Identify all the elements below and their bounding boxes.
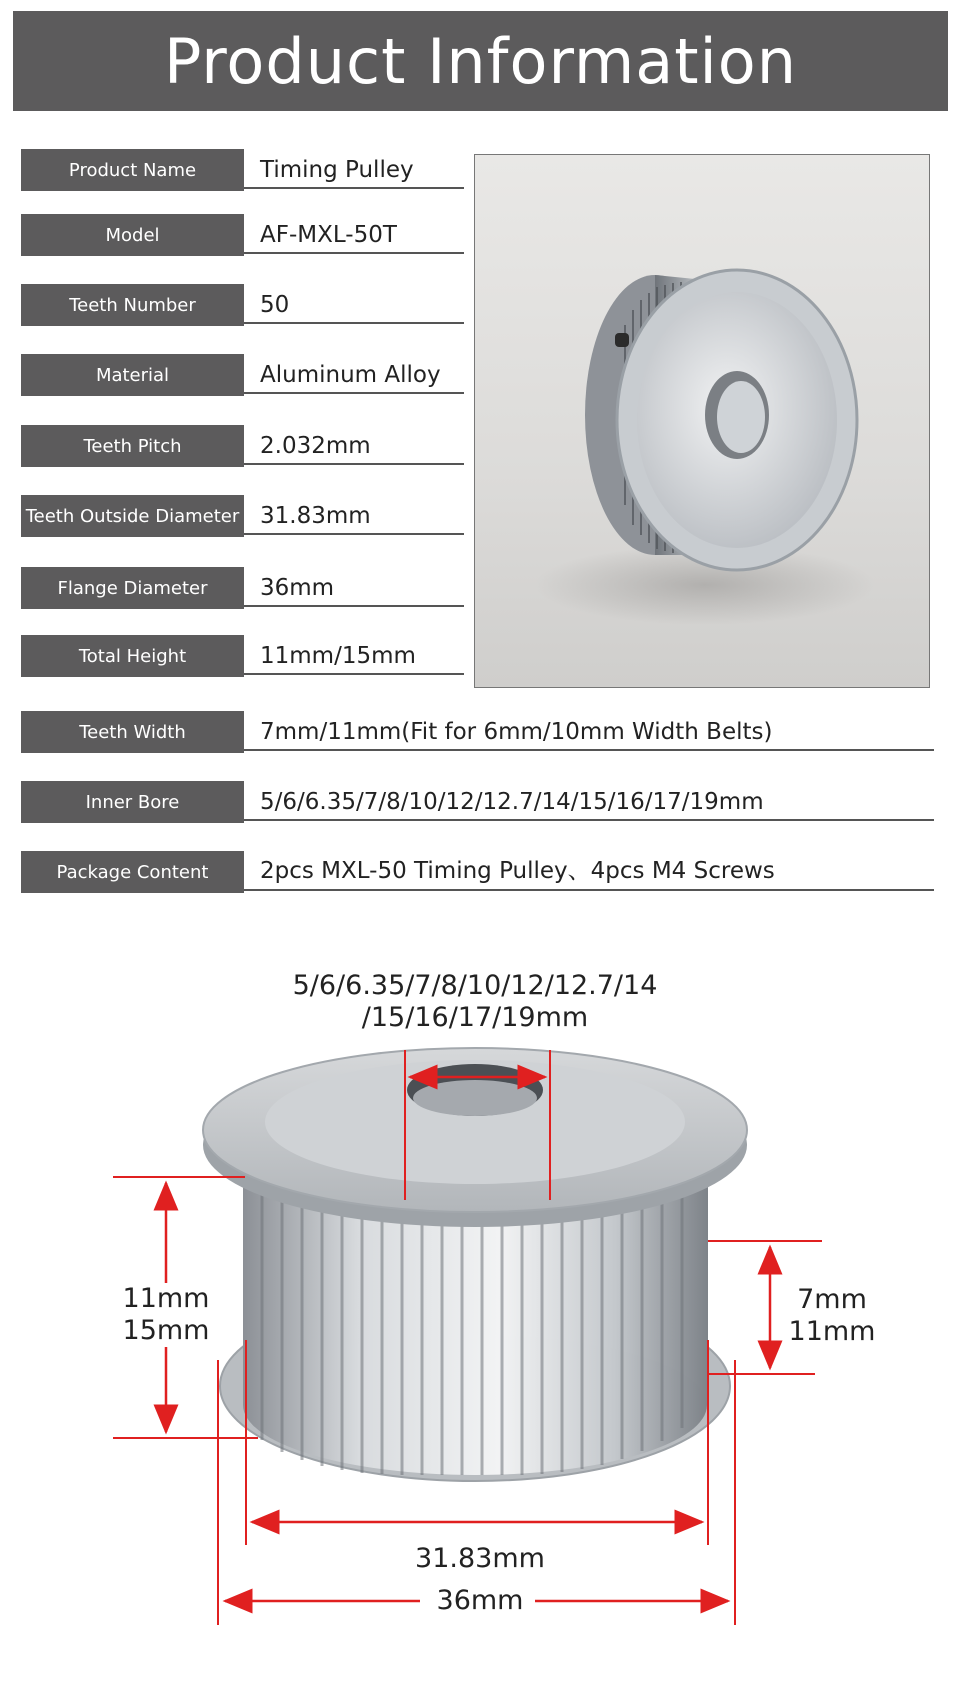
spec-value: Aluminum Alloy [244,354,464,394]
pulley-photo-illustration [475,155,930,688]
spec-value: 5/6/6.35/7/8/10/12/12.7/14/15/16/17/19mm [244,781,934,821]
page-title: Product Information [163,24,797,98]
spec-value: AF-MXL-50T [244,214,464,254]
spec-value: 2.032mm [244,425,464,465]
spec-value: 11mm/15mm [244,635,464,675]
spec-label: Teeth Outside Diameter [21,495,244,537]
height-label-line1: 11mm [122,1283,210,1314]
spec-value: Timing Pulley [244,149,464,189]
spec-value: 31.83mm [244,495,464,535]
flange-diameter-label: 36mm [436,1585,524,1616]
spec-label: Flange Diameter [21,567,244,609]
spec-label: Teeth Number [21,284,244,326]
spec-value: 50 [244,284,464,324]
spec-label: Material [21,354,244,396]
product-photo [474,154,930,688]
teeth-width-label-line1: 7mm [797,1284,867,1315]
bore-label [240,970,710,1034]
spec-value: 2pcs MXL-50 Timing Pulley、4pcs M4 Screws [244,851,934,891]
bore-label-line1: 5/6/6.35/7/8/10/12/12.7/14 [292,970,658,1001]
spec-label: Teeth Width [21,711,244,753]
spec-value: 7mm/11mm(Fit for 6mm/10mm Width Belts) [244,711,934,751]
spec-label: Inner Bore [21,781,244,823]
page-banner [13,11,948,111]
set-screw-hole [615,333,629,347]
dimension-diagram [0,900,960,1692]
teeth-diameter-label: 31.83mm [415,1543,545,1574]
teeth-width-label [772,1284,892,1348]
spec-value: 36mm [244,567,464,607]
spec-label: Package Content [21,851,244,893]
bore-label-line2: /15/16/17/19mm [361,1002,589,1033]
spec-label: Model [21,214,244,256]
height-label-line2: 15mm [122,1315,210,1346]
spec-label: Product Name [21,149,244,191]
teeth-width-label-line2: 11mm [788,1316,876,1347]
height-label [106,1283,226,1347]
spec-label: Teeth Pitch [21,425,244,467]
spec-label: Total Height [21,635,244,677]
